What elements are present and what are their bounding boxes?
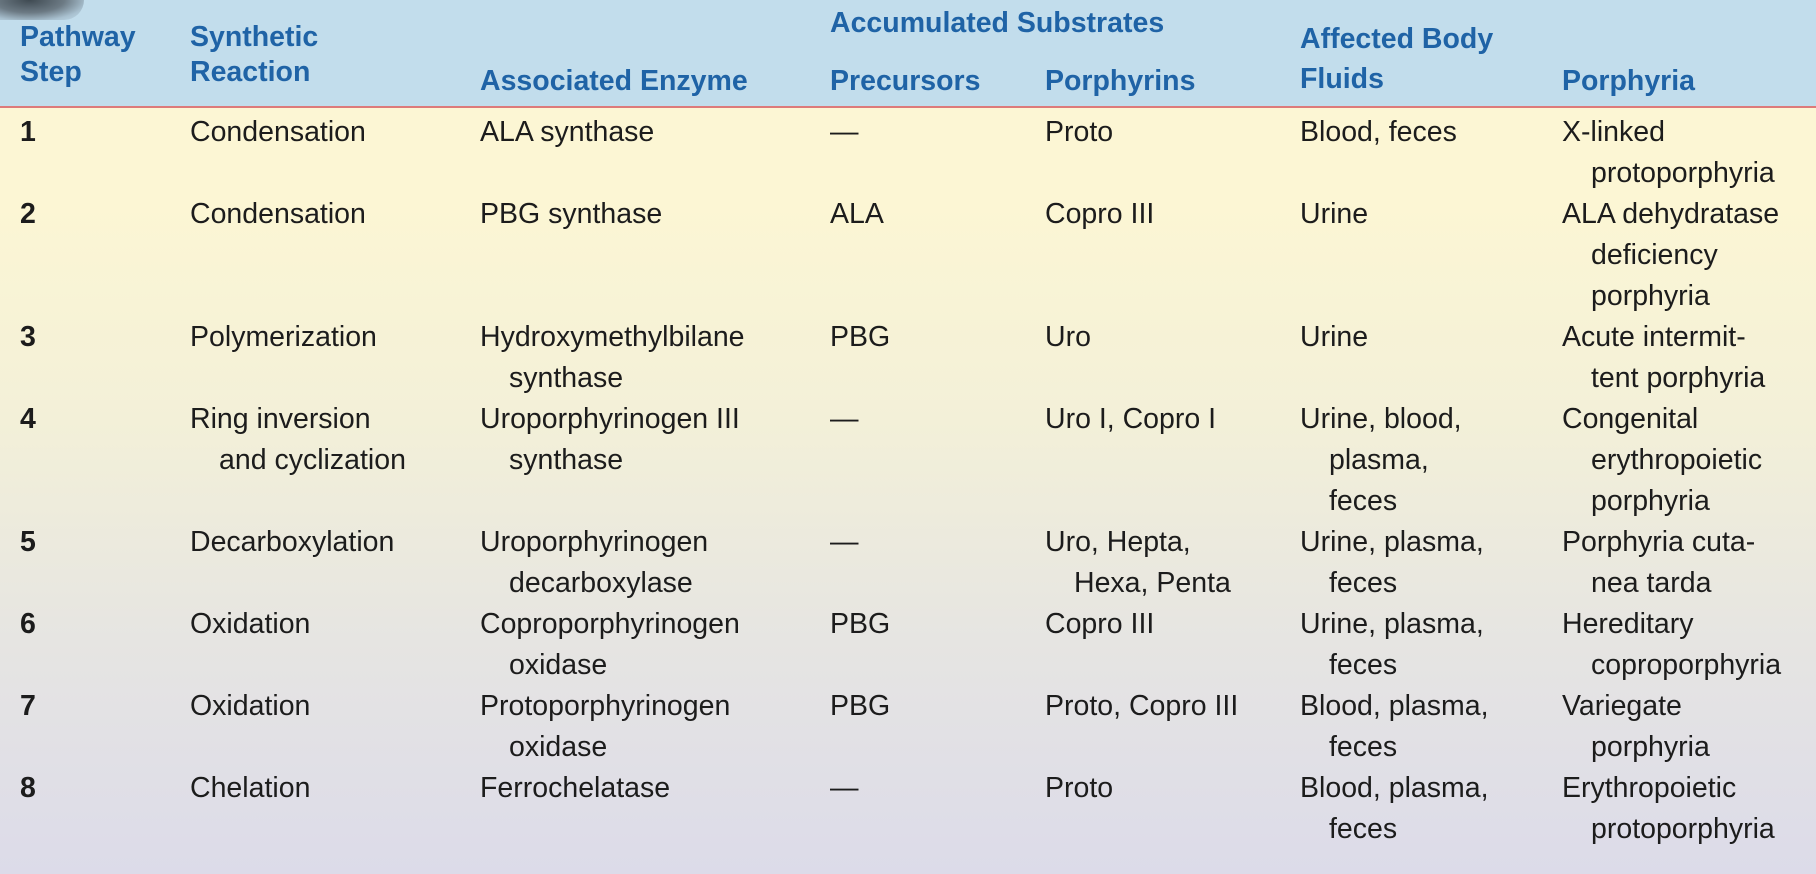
cell-enzyme: synthase <box>509 444 624 476</box>
cell-porphyria: deficiency <box>1591 239 1718 271</box>
cell-enzyme: oxidase <box>509 649 608 681</box>
cell-porphyrins: Copro III <box>1045 198 1155 230</box>
cell-porphyrins: Proto, Copro III <box>1045 690 1239 722</box>
cell-enzyme: Ferrochelatase <box>480 772 671 804</box>
header-step-line2: Step <box>20 56 82 88</box>
cell-fluids: Urine, blood, <box>1300 403 1462 435</box>
cell-reaction: Condensation <box>190 198 366 230</box>
cell-enzyme: Uroporphyrinogen <box>480 526 709 558</box>
cell-porphyria: erythropoietic <box>1591 444 1763 476</box>
cell-porphyrins: Copro III <box>1045 608 1155 640</box>
cell-enzyme: ALA synthase <box>480 116 655 148</box>
cell-reaction: Decarboxylation <box>190 526 395 558</box>
cell-step: 2 <box>20 198 36 230</box>
cell-precursors: — <box>830 526 859 558</box>
cell-step: 4 <box>20 403 36 435</box>
cell-porphyria: tent porphyria <box>1591 362 1766 394</box>
cell-fluids: Blood, feces <box>1300 116 1457 148</box>
cell-fluids: feces <box>1329 731 1398 763</box>
header-precursors: Precursors <box>830 65 981 97</box>
cell-porphyria: porphyria <box>1591 280 1710 312</box>
cell-enzyme: PBG synthase <box>480 198 663 230</box>
cell-enzyme: Uroporphyrinogen III <box>480 403 740 435</box>
cell-porphyria: protoporphyria <box>1591 813 1775 845</box>
header-porphyria: Porphyria <box>1562 65 1696 97</box>
cell-enzyme: synthase <box>509 362 624 394</box>
cell-porphyria: ALA dehydratase <box>1562 198 1780 230</box>
cell-step: 8 <box>20 772 36 804</box>
cell-porphyria: nea tarda <box>1591 567 1712 599</box>
cell-reaction: Ring inversion <box>190 403 371 435</box>
cell-fluids: feces <box>1329 485 1398 517</box>
cell-fluids: feces <box>1329 813 1398 845</box>
cell-porphyria: X-linked <box>1562 116 1665 148</box>
cell-porphyria: Congenital <box>1562 403 1699 435</box>
cell-fluids: Blood, plasma, <box>1300 772 1489 804</box>
header-step-line1: Pathway <box>20 21 136 53</box>
cell-porphyria: Porphyria cuta- <box>1562 526 1756 558</box>
cell-step: 5 <box>20 526 36 558</box>
cell-precursors: PBG <box>830 321 891 353</box>
cell-precursors: — <box>830 403 859 435</box>
cell-enzyme: oxidase <box>509 731 608 763</box>
cell-step: 6 <box>20 608 36 640</box>
cell-fluids: feces <box>1329 567 1398 599</box>
cell-enzyme: Coproporphyrinogen <box>480 608 740 640</box>
corner-decoration <box>0 0 84 20</box>
cell-enzyme: Hydroxymethylbilane <box>480 321 745 353</box>
cell-porphyria: coproporphyria <box>1591 649 1782 681</box>
cell-fluids: Urine <box>1300 321 1369 353</box>
cell-precursors: — <box>830 116 859 148</box>
cell-precursors: PBG <box>830 608 891 640</box>
cell-porphyria: Hereditary <box>1562 608 1694 640</box>
cell-fluids: Blood, plasma, <box>1300 690 1489 722</box>
cell-porphyrins: Uro, Hepta, <box>1045 526 1191 558</box>
cell-porphyrins: Hexa, Penta <box>1074 567 1231 599</box>
cell-step: 1 <box>20 116 36 148</box>
cell-fluids: Urine, plasma, <box>1300 526 1484 558</box>
cell-precursors: ALA <box>830 198 884 230</box>
cell-step: 3 <box>20 321 36 353</box>
cell-porphyrins: Proto <box>1045 116 1114 148</box>
cell-fluids: Urine, plasma, <box>1300 608 1484 640</box>
cell-porphyrins: Uro I, Copro I <box>1045 403 1217 435</box>
cell-porphyria: Erythropoietic <box>1562 772 1737 804</box>
cell-enzyme: decarboxylase <box>509 567 693 599</box>
cell-fluids: Urine <box>1300 198 1369 230</box>
cell-step: 7 <box>20 690 36 722</box>
cell-porphyria: Variegate <box>1562 690 1682 722</box>
cell-reaction: and cyclization <box>219 444 406 476</box>
cell-porphyria: porphyria <box>1591 485 1710 517</box>
cell-reaction: Oxidation <box>190 608 311 640</box>
cell-reaction: Chelation <box>190 772 311 804</box>
header-reaction-line2: Reaction <box>190 56 311 88</box>
header-reaction-line1: Synthetic <box>190 21 319 53</box>
cell-porphyria: Acute intermit- <box>1562 321 1746 353</box>
cell-precursors: — <box>830 772 859 804</box>
header-accumulated-substrates: Accumulated Substrates <box>830 7 1165 39</box>
cell-reaction: Polymerization <box>190 321 377 353</box>
table-header <box>0 0 1816 108</box>
header-fluids-line1: Affected Body <box>1300 23 1494 55</box>
cell-enzyme: Protoporphyrinogen <box>480 690 731 722</box>
cell-reaction: Oxidation <box>190 690 311 722</box>
header-porphyrins: Porphyrins <box>1045 65 1196 97</box>
cell-precursors: PBG <box>830 690 891 722</box>
cell-fluids: plasma, <box>1329 444 1429 476</box>
header-fluids-line2: Fluids <box>1300 63 1384 95</box>
cell-porphyria: protoporphyria <box>1591 157 1775 189</box>
cell-reaction: Condensation <box>190 116 366 148</box>
header-enzyme: Associated Enzyme <box>480 65 748 97</box>
cell-porphyrins: Uro <box>1045 321 1091 353</box>
cell-fluids: feces <box>1329 649 1398 681</box>
cell-porphyrins: Proto <box>1045 772 1114 804</box>
cell-porphyria: porphyria <box>1591 731 1710 763</box>
